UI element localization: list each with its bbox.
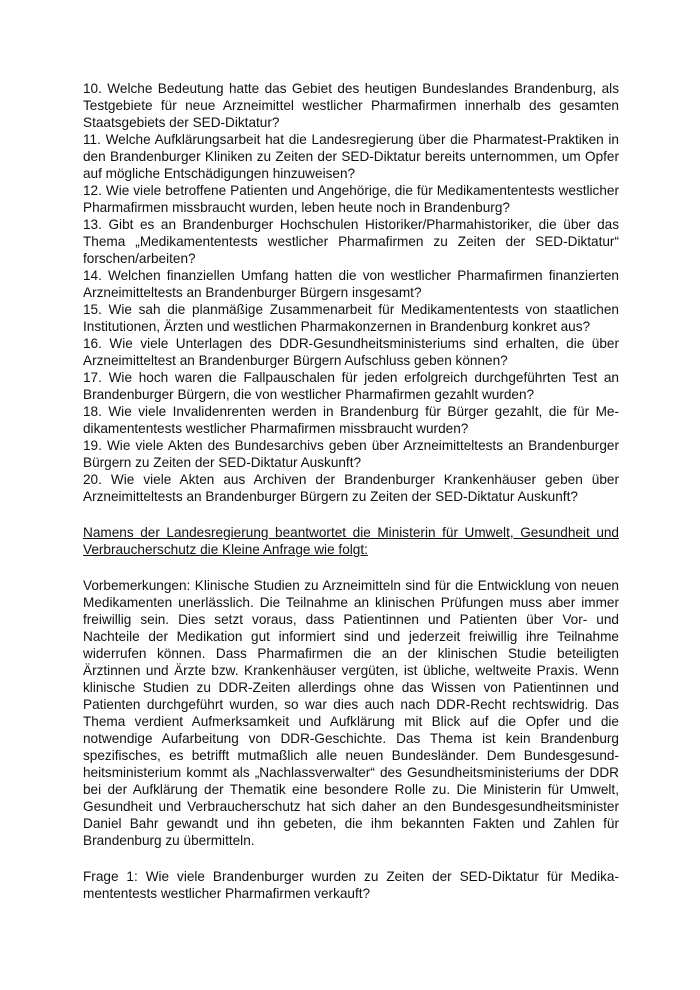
- question-13: 13. Gibt es an Brandenburger Hochschulen Historiker/Pharmahistoriker, die über das Thema „Medikamententests westlicher Pharmafirmen zu Zeiten der SED-Diktatur“ forschen/arbeiten?: [83, 217, 619, 266]
- question-12: 12. Wie viele betroffene Patienten und Angehörige, die für Medikamententests westlicher Pharmafirmen missbraucht wurden, leben heute noch in Brandenburg?: [83, 183, 619, 215]
- question-15: 15. Wie sah die planmäßige Zusammenarbeit für Medikamententests von staatlichen Institutionen, Ärzten und westlichen Pharmakonzernen in Brandenburg konkret aus?: [83, 302, 619, 334]
- question-20: 20. Wie viele Akten aus Archiven der Brandenburger Krankenhäuser geben über Arzneimitteltests an Brandenburger Bürgern zu Zeiten der SED-Diktatur Auskunft?: [83, 472, 619, 504]
- answer-heading: Namens der Landesregierung beantwortet die Ministerin für Umwelt, Gesundheit und Verbraucherschutz die Kleine Anfrage wie folgt:: [83, 525, 619, 557]
- document-page: [83, 80, 619, 902]
- question-list: [83, 80, 619, 505]
- question-14: 14. Welchen finanziellen Umfang hatten die von westlicher Pharmafirmen finanzierten Arzneimitteltests an Brandenburger Bürgern insgesamt?: [83, 268, 619, 300]
- preliminary-remarks: Vorbemerkungen: Klinische Studien zu Arzneimitteln sind für die Entwicklung von neuen Medikamenten unerlässlich. Die Teilnahme an klinischen Prüfungen muss aber immer freiwillig sein. Dies setzt voraus, dass Patientinnen und Patienten über Vor- und Nachteile der Medikation gut informiert sind und jederzeit freiwillig ihre Teilnahme widerrufen können. Dass Pharmafirmen die an der klinischen Studie beteiligten Ärztinnen und Ärzte bzw. Krankenhäuser vergüten, ist übliche, weltweite Praxis. Wenn klinische Studien zu DDR-Zeiten allerdings ohne das Wissen von Patientinnen und Patienten durchgeführt wurden, so war dies auch nach DDR-Recht rechtswidrig. Das Thema verdient Aufmerksamkeit und Aufklärung mit Blick auf die Opfer und die notwendige Aufarbeitung von DDR-Geschichte. Das Thema ist kein Brandenburg spezifisches, es betrifft mutmaßlich alle neuen Bundesländer. Dem Bundesgesundheitsministerium kommt als „Nachlassverwalter“ des Gesundheitsministeriums der DDR bei der Aufklärung der Thematik eine besondere Rolle zu. Die Ministerin für Umwelt, Gesundheit und Verbraucherschutz hat sich daher an den Bundesgesundheitsminister Daniel Bahr gewandt und ihn gebeten, die ihm bekannten Fakten und Zahlen für Brandenburg zu übermitteln.: [83, 578, 619, 848]
- question-18: 18. Wie viele Invalidenrenten werden in Brandenburg für Bürger gezahlt, die für Medikamententests westlicher Pharmafirmen missbraucht wurden?: [83, 404, 619, 436]
- question-11: 11. Welche Aufklärungsarbeit hat die Landesregierung über die Pharmatest-Praktiken in den Brandenburger Kliniken zu Zeiten der SED-Diktatur bereits unternommen, um Opfer auf mögliche Entschädigungen hinzuweisen?: [83, 132, 619, 181]
- question-1-answer-section: Frage 1: Wie viele Brandenburger wurden zu Zeiten der SED-Diktatur für Medikamententests westlicher Pharmafirmen verkauft?: [83, 869, 619, 901]
- question-17: 17. Wie hoch waren die Fallpauschalen für jeden erfolgreich durchgeführten Test an Brandenburger Bürgern, die von westlicher Pharmafirmen gezahlt wurden?: [83, 370, 619, 402]
- question-19: 19. Wie viele Akten des Bundesarchivs geben über Arzneimitteltests an Brandenburger Bürgern zu Zeiten der SED-Diktatur Auskunft?: [83, 438, 619, 470]
- question-16: 16. Wie viele Unterlagen des DDR-Gesundheitsministeriums sind erhalten, die über Arzneimitteltest an Brandenburger Bürgern Aufschluss geben können?: [83, 336, 619, 368]
- question-10: 10. Welche Bedeutung hatte das Gebiet des heutigen Bundeslandes Brandenburg, als Testgebiete für neue Arzneimittel westlicher Pharmafirmen innerhalb des gesamten Staatsgebiets der SED-Diktatur?: [83, 81, 619, 130]
